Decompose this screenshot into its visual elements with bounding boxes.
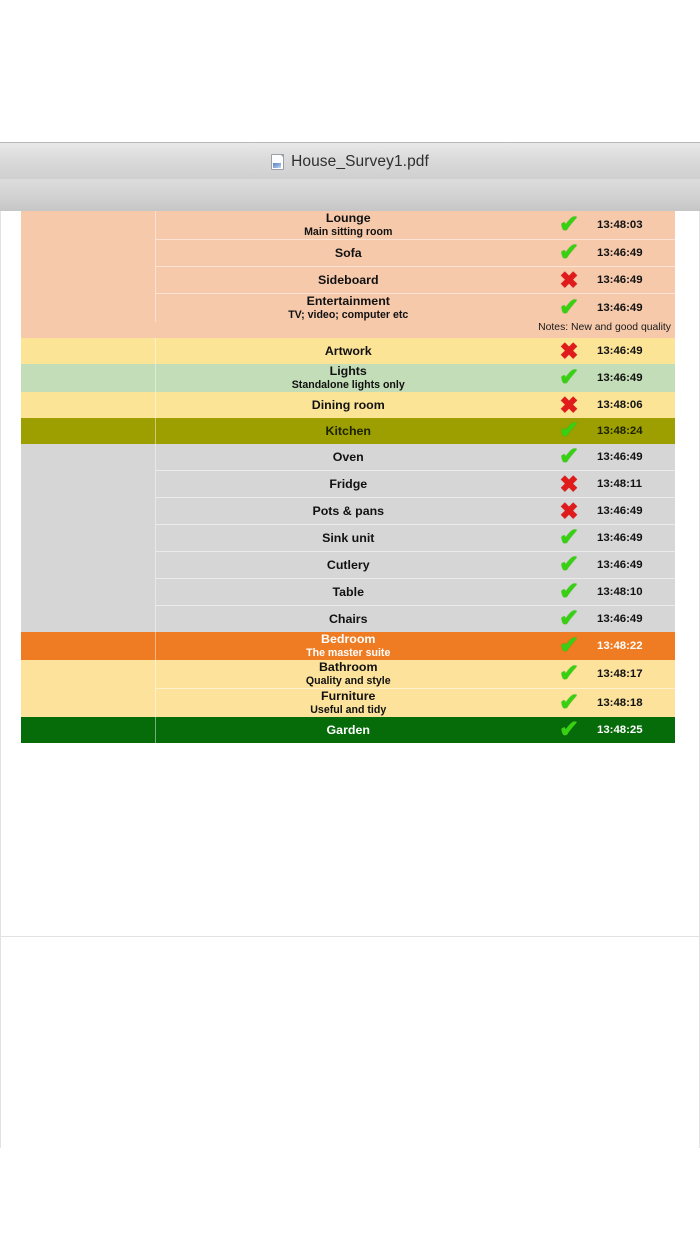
row-status-cell xyxy=(541,364,597,392)
row-notes-text: Notes: New and good quality xyxy=(538,322,671,333)
check-icon: ✔ xyxy=(558,364,580,391)
row-timestamp: 13:46:49 xyxy=(597,345,643,357)
row-label: Chairs xyxy=(328,612,368,626)
row-timestamp: 13:48:25 xyxy=(597,724,643,736)
table-row[interactable] xyxy=(21,444,675,471)
row-status-cell xyxy=(541,525,597,552)
cross-icon: ✖ xyxy=(559,498,579,524)
row-label: Sofa xyxy=(334,246,362,260)
row-timestamp: 13:48:24 xyxy=(597,425,643,437)
row-timestamp: 13:48:22 xyxy=(597,640,643,652)
window-title-group xyxy=(271,153,429,171)
check-icon: ✔ xyxy=(558,294,580,321)
row-label-cell xyxy=(155,444,541,471)
row-label: Oven xyxy=(332,450,364,464)
row-left-spacer xyxy=(21,606,155,633)
row-left-spacer xyxy=(21,689,155,718)
row-status-cell xyxy=(541,338,597,364)
table-row[interactable] xyxy=(21,552,675,579)
row-label: Lounge xyxy=(325,211,371,225)
row-sublabel: Standalone lights only xyxy=(291,379,405,391)
row-status-cell xyxy=(541,294,597,323)
row-left-spacer xyxy=(21,211,155,240)
row-left-spacer xyxy=(21,717,155,743)
row-notes xyxy=(21,322,675,338)
row-status-cell xyxy=(541,498,597,525)
table-row[interactable] xyxy=(21,418,675,444)
row-label-cell xyxy=(155,294,541,323)
table-row[interactable] xyxy=(21,211,675,240)
row-label: Fridge xyxy=(329,477,368,491)
survey-table-body xyxy=(21,211,675,743)
row-status-cell xyxy=(541,267,597,294)
row-label: Entertainment xyxy=(306,294,390,308)
check-icon: ✔ xyxy=(558,578,580,605)
row-sublabel: TV; video; computer etc xyxy=(288,309,409,321)
table-row[interactable] xyxy=(21,525,675,552)
document-scroll-area[interactable] xyxy=(0,211,700,1148)
check-icon: ✔ xyxy=(558,524,580,551)
row-label-cell xyxy=(155,552,541,579)
row-status-cell xyxy=(541,579,597,606)
table-row[interactable] xyxy=(21,267,675,294)
row-timestamp: 13:46:49 xyxy=(597,294,675,323)
table-row[interactable] xyxy=(21,660,675,689)
row-status-cell xyxy=(541,717,597,743)
cross-icon: ✖ xyxy=(559,338,579,364)
window-title: House_Survey1.pdf xyxy=(291,152,429,170)
row-label-cell xyxy=(155,498,541,525)
row-timestamp: 13:46:49 xyxy=(597,498,675,525)
check-icon: ✔ xyxy=(558,211,580,238)
check-icon: ✔ xyxy=(558,689,580,716)
row-label: Bedroom xyxy=(321,632,376,646)
row-status-cell xyxy=(541,240,597,267)
row-label-cell xyxy=(155,632,541,660)
row-label-cell xyxy=(155,211,541,240)
cross-icon: ✖ xyxy=(559,267,579,293)
row-left-spacer xyxy=(21,267,155,294)
row-left-spacer xyxy=(21,392,155,418)
check-icon: ✔ xyxy=(558,443,580,470)
check-icon: ✔ xyxy=(558,632,580,659)
table-row[interactable] xyxy=(21,471,675,498)
row-status-cell xyxy=(541,660,597,689)
row-status-cell xyxy=(541,606,597,633)
row-sublabel: The master suite xyxy=(306,647,391,659)
viewer-toolbar[interactable] xyxy=(0,179,700,212)
row-timestamp: 13:48:11 xyxy=(597,471,675,498)
row-status-cell xyxy=(541,392,597,418)
row-label-cell xyxy=(155,660,541,689)
table-row[interactable] xyxy=(21,579,675,606)
row-status-cell xyxy=(541,632,597,660)
row-left-spacer xyxy=(21,444,155,471)
row-timestamp: 13:48:03 xyxy=(597,219,643,231)
row-label-cell xyxy=(155,240,541,267)
row-label-cell xyxy=(155,418,541,444)
row-left-spacer xyxy=(21,632,155,660)
row-label-cell xyxy=(155,689,541,718)
row-label: Cutlery xyxy=(326,558,370,572)
table-row[interactable] xyxy=(21,392,675,418)
row-label: Kitchen xyxy=(325,424,371,438)
row-status-cell xyxy=(541,418,597,444)
check-icon: ✔ xyxy=(558,239,580,266)
table-row[interactable] xyxy=(21,606,675,633)
row-timestamp: 13:46:49 xyxy=(597,606,675,633)
table-row[interactable] xyxy=(21,689,675,718)
check-icon: ✔ xyxy=(558,417,580,444)
row-timestamp: 13:46:49 xyxy=(597,372,643,384)
row-label-cell xyxy=(155,579,541,606)
check-icon: ✔ xyxy=(558,660,580,687)
row-left-spacer xyxy=(21,240,155,267)
row-label: Dining room xyxy=(311,398,385,412)
row-timestamp: 13:48:10 xyxy=(597,579,675,606)
check-icon: ✔ xyxy=(558,551,580,578)
row-label-cell xyxy=(155,392,541,418)
check-icon: ✔ xyxy=(558,716,580,743)
row-label-cell xyxy=(155,364,541,392)
row-label-cell xyxy=(155,267,541,294)
check-icon: ✔ xyxy=(558,605,580,632)
row-timestamp: 13:46:49 xyxy=(597,267,675,294)
table-row[interactable] xyxy=(21,294,675,323)
row-timestamp: 13:46:49 xyxy=(597,451,643,463)
row-left-spacer xyxy=(21,498,155,525)
house-survey-table xyxy=(21,211,675,743)
row-left-spacer xyxy=(21,471,155,498)
table-row[interactable] xyxy=(21,632,675,660)
row-sublabel: Main sitting room xyxy=(304,226,393,238)
cross-icon: ✖ xyxy=(559,392,579,418)
pdf-document-icon xyxy=(271,154,284,170)
row-label: Garden xyxy=(326,723,370,737)
row-timestamp: 13:48:18 xyxy=(597,689,675,718)
window-titlebar xyxy=(0,142,700,180)
row-label: Artwork xyxy=(324,344,372,358)
row-label: Pots & pans xyxy=(312,504,385,518)
table-row[interactable] xyxy=(21,364,675,392)
row-label-cell xyxy=(155,471,541,498)
row-timestamp: 13:48:17 xyxy=(597,668,643,680)
row-left-spacer xyxy=(21,525,155,552)
row-label-cell xyxy=(155,717,541,743)
row-label: Sideboard xyxy=(317,273,379,287)
row-left-spacer xyxy=(21,364,155,392)
cross-icon: ✖ xyxy=(559,471,579,497)
row-left-spacer xyxy=(21,552,155,579)
row-status-cell xyxy=(541,211,597,240)
row-left-spacer xyxy=(21,579,155,606)
row-sublabel: Quality and style xyxy=(305,675,391,687)
table-row[interactable] xyxy=(21,240,675,267)
row-left-spacer xyxy=(21,338,155,364)
row-label-cell xyxy=(155,606,541,633)
row-label-cell xyxy=(155,338,541,364)
table-row[interactable] xyxy=(21,338,675,364)
row-left-spacer xyxy=(21,660,155,689)
row-label: Lights xyxy=(329,364,367,378)
page-bottom-edge xyxy=(0,936,700,937)
row-label: Table xyxy=(332,585,364,599)
pdf-page xyxy=(21,211,675,743)
row-status-cell xyxy=(541,689,597,718)
row-left-spacer xyxy=(21,294,155,323)
row-left-spacer xyxy=(21,418,155,444)
row-status-cell xyxy=(541,471,597,498)
row-status-cell xyxy=(541,444,597,471)
row-timestamp: 13:46:49 xyxy=(597,525,675,552)
row-timestamp: 13:46:49 xyxy=(597,552,675,579)
row-sublabel: Useful and tidy xyxy=(310,704,387,716)
table-row[interactable] xyxy=(21,717,675,743)
row-label-cell xyxy=(155,525,541,552)
row-status-cell xyxy=(541,552,597,579)
row-timestamp: 13:46:49 xyxy=(597,240,675,267)
row-label: Bathroom xyxy=(318,660,378,674)
table-row[interactable] xyxy=(21,498,675,525)
row-label: Sink unit xyxy=(322,531,375,545)
row-timestamp: 13:48:06 xyxy=(597,399,643,411)
row-label: Furniture xyxy=(321,689,376,703)
